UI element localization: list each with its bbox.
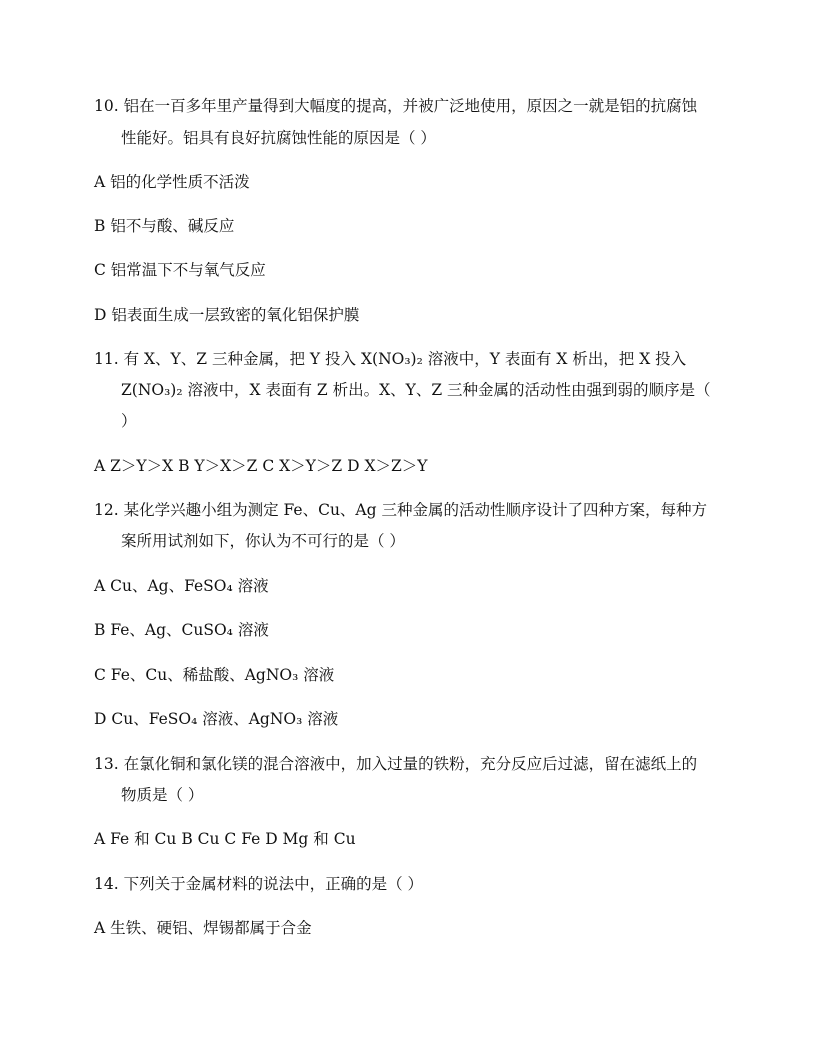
question-13-options: A Fe 和 Cu B Cu C Fe D Mg 和 Cu <box>94 830 356 848</box>
question-12-option-a: A Cu、Ag、FeSO₄ 溶液 <box>94 577 269 595</box>
question-14-stem: 14. 下列关于金属材料的说法中，正确的是（ ） <box>94 875 424 893</box>
question-11-stem-line-3: ） <box>121 412 137 430</box>
question-11-options: A Z＞Y＞X B Y＞X＞Z C X＞Y＞Z D X＞Z＞Y <box>94 457 428 475</box>
question-10-stem-line-2: 性能好。铝具有良好抗腐蚀性能的原因是（ ） <box>121 129 436 147</box>
question-11-stem-line-1: 11. 有 X、Y、Z 三种金属，把 Y 投入 X(NO₃)₂ 溶液中，Y 表面有 X 析出，把 X 投入 <box>94 350 687 368</box>
question-12-option-c: C Fe、Cu、稀盐酸、AgNO₃ 溶液 <box>94 666 335 684</box>
question-13-stem-line-1: 13. 在氯化铜和氯化镁的混合溶液中，加入过量的铁粉，充分反应后过滤，留在滤纸上的 <box>94 755 698 773</box>
question-12-stem-line-2: 案所用试剂如下，你认为不可行的是（ ） <box>121 532 405 550</box>
question-10-option-a: A 铝的化学性质不活泼 <box>94 173 250 191</box>
question-11-stem-line-2: Z(NO₃)₂ 溶液中，X 表面有 Z 析出。X、Y、Z 三种金属的活动性由强到弱的顺序是（ <box>121 381 711 399</box>
question-12-option-d: D Cu、FeSO₄ 溶液、AgNO₃ 溶液 <box>94 710 339 728</box>
question-12-option-b: B Fe、Ag、CuSO₄ 溶液 <box>94 621 269 639</box>
question-10-stem-line-1: 10. 铝在一百多年里产量得到大幅度的提高，并被广泛地使用，原因之一就是铝的抗腐蚀 <box>94 97 698 115</box>
question-10-option-d: D 铝表面生成一层致密的氧化铝保护膜 <box>94 306 360 324</box>
question-10-option-c: C 铝常温下不与氧气反应 <box>94 261 266 279</box>
question-12-stem-line-1: 12. 某化学兴趣小组为测定 Fe、Cu、Ag 三种金属的活动性顺序设计了四种方案，每种方 <box>94 501 707 519</box>
question-14-option-a: A 生铁、硬铝、焊锡都属于合金 <box>94 919 312 937</box>
question-13-stem-line-2: 物质是（ ） <box>121 786 204 804</box>
question-10-option-b: B 铝不与酸、碱反应 <box>94 217 235 235</box>
